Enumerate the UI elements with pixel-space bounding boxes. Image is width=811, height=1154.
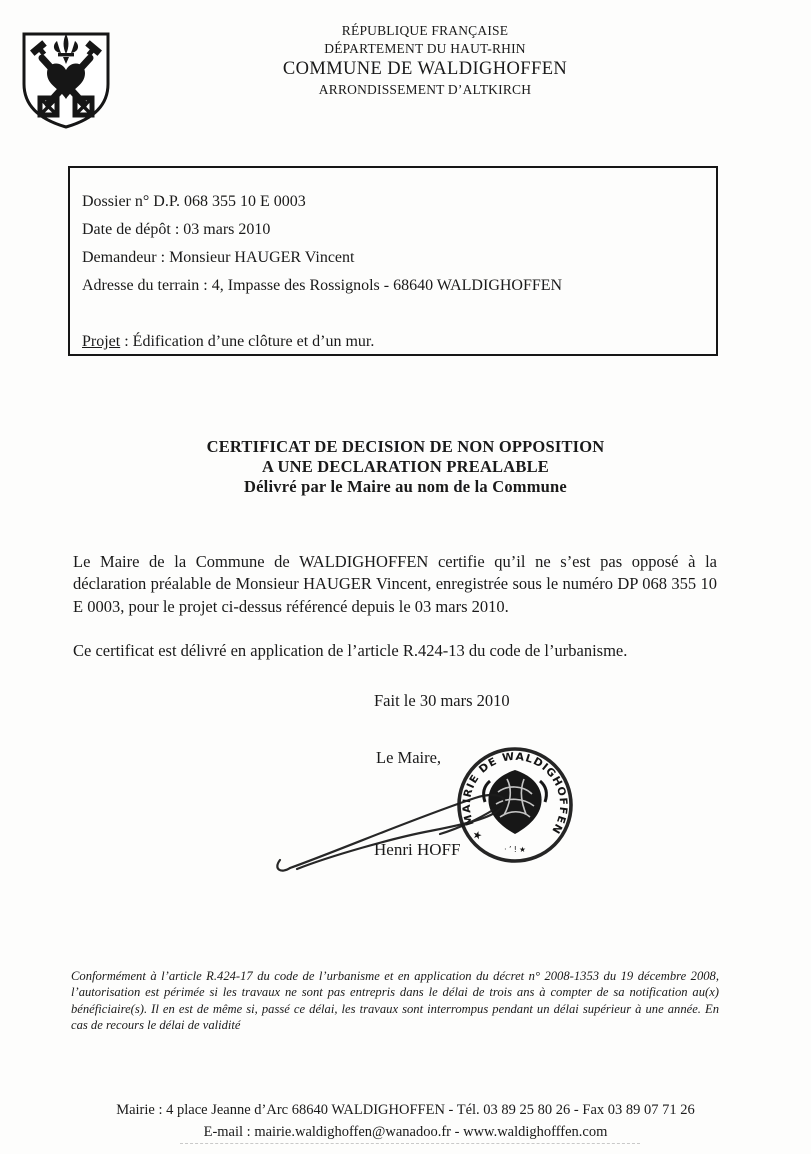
article-paragraph: Ce certificat est délivré en application de l’article R.424-13 du code de l’urbanisme. xyxy=(73,641,628,660)
footer xyxy=(0,1099,811,1143)
signer-title: Le Maire, xyxy=(376,748,442,767)
stamp-ring-text: ★ MAIRIE DE WALDIGHOFFEN xyxy=(460,750,570,843)
stamp-bottom-marks: · ’ ! ★ xyxy=(504,845,526,854)
adresse-terrain: Adresse du terrain : 4, Impasse des Rossignols - 68640 WALDIGHOFFEN xyxy=(82,277,563,294)
dossier-info-box xyxy=(68,166,718,356)
departement-line: DÉPARTEMENT DU HAUT-RHIN xyxy=(324,41,526,56)
scan-artifact-line xyxy=(180,1143,640,1144)
legal-notice: Conformément à l’article R.424-17 du code de l’urbanisme et en application du décret n° 2008-1353 du 19 décembre 2008, l’autorisation est périmée si les travaux ne sont pas entrepris dans le délai de trois ans à compter de sa notification au(x) bénéficiaire(s). Il en est de même si, passé ce délai, les travaux sont interrompus pendant un délai supérieur à une année. En cas de recours le délai de validité xyxy=(71,969,719,1033)
certification-paragraph: Le Maire de la Commune de WALDIGHOFFEN certifie qu’il ne s’est pas opposé à la déclaration préalable de Monsieur HAUGER Vincent, enregistrée sous le numéro DP 068 355 10 E 0003, pour le projet ci-dessus référencé depuis le 03 mars 2010. xyxy=(73,552,717,616)
footer-address-line: Mairie : 4 place Jeanne d’Arc 68640 WALDIGHOFFEN - Tél. 03 89 25 80 26 - Fax 03 89 07 71 26 xyxy=(116,1102,695,1118)
footer-email-line: E-mail : mairie.waldighoffen@wanadoo.fr - www.waldighofffen.com xyxy=(203,1124,608,1140)
title-line-1: CERTIFICAT DE DECISION DE NON OPPOSITION xyxy=(206,437,605,456)
dossier-number: Dossier n° D.P. 068 355 10 E 0003 xyxy=(82,193,306,210)
commune-line: COMMUNE DE WALDIGHOFFEN xyxy=(282,59,568,79)
date-depot: Date de dépôt : 03 mars 2010 xyxy=(82,221,271,238)
projet-label: Projet xyxy=(82,333,121,350)
mayor-signature xyxy=(265,748,595,883)
projet-line xyxy=(82,333,704,361)
title-line-2: A UNE DECLARATION PREALABLE xyxy=(261,457,549,476)
letterhead xyxy=(140,22,710,99)
projet-description: : Édification d’une clôture et d’un mur. xyxy=(120,333,375,350)
date-line: Fait le 30 mars 2010 xyxy=(374,691,510,710)
signer-name: Henri HOFF xyxy=(374,840,461,859)
commune-coat-of-arms-icon xyxy=(18,28,114,132)
arrondissement-line: ARRONDISSEMENT D’ALTKIRCH xyxy=(318,82,532,97)
document-title xyxy=(0,437,811,497)
republique-line: RÉPUBLIQUE FRANÇAISE xyxy=(341,23,509,38)
demandeur: Demandeur : Monsieur HAUGER Vincent xyxy=(82,249,355,266)
title-line-3: Délivré par le Maire au nom de la Commune xyxy=(244,477,567,496)
